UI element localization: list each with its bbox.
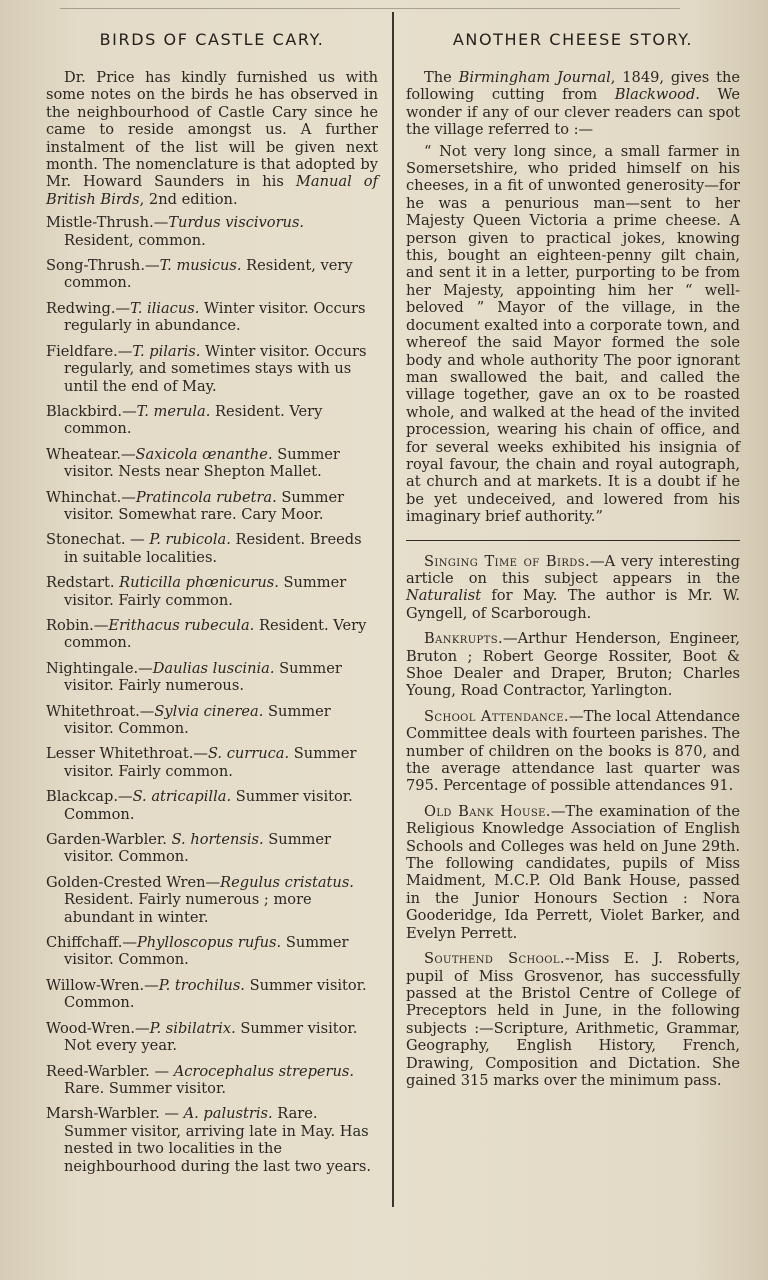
- bird-entry: Whitethroat.—Sylvia cinerea. Summer visitor. Common.: [46, 702, 331, 737]
- news-note: Southend School.--Miss E. J. Roberts, pupil of Miss Grosvenor, has successfully passed at the Bristol Centre of College of Preceptors held in June, in the following subjects :—Scripture, Arithmetic, Grammar, Geography, English History, French, Drawing, Composition and Dictation. She gained 315 marks over the minimum pass.: [406, 950, 740, 1089]
- bird-entry: Wood-Wren.—P. sibilatrix. Summer visitor. Not every year.: [46, 1019, 358, 1055]
- news-note: Old Bank House.—The examination of the Religious Knowledge Association of English Schools and Colleges was held on June 29th. The following candidates, pupils of Miss Maidment, M.C.P. Old Bank House, passed in the Junior Honours Section : Nora Gooderidge, Ida Perrett, Violet Barker, and Evelyn Perrett.: [406, 802, 740, 942]
- right-column: [406, 30, 740, 1097]
- bird-entry: Blackbird.—T. merula. Resident. Very common.: [46, 402, 323, 438]
- bird-list: [46, 214, 378, 1175]
- bird-entry: Marsh-Warbler. — A. palustris. Rare. Summer visitor, arriving late in May. Has nested in two localities in the neighbourhood during the last two years.: [46, 1105, 372, 1175]
- bird-entry: Redstart. Ruticilla phœnicurus. Summer visitor. Fairly common.: [46, 574, 347, 609]
- bird-entry: Golden-Crested Wren—Regulus cristatus. Resident. Fairly numerous ; more abundant in winter.: [46, 873, 354, 926]
- birds-intro: Dr. Price has kindly furnished us with some notes on the birds he has observed in the neighbourhood of Castle Cary since he came to reside amongst us. A further instalment of the list will be given next month. The nomenclature is that adopted by Mr. Howard Saunders in his Manual of British Birds, 2nd edition.: [46, 69, 378, 208]
- cheese-story: “ Not very long since, a small farmer in Somersetshire, who prided himself on his cheeses, in a fit of unwonted generosity—for he was a penurious man—sent to her Majesty Queen Victoria a prime cheese. A person given to practical jokes, knowing this, bought an eighteen-penny gilt chain, and sent it in a letter, purporting to be from her Majesty, appointing him her “ well-beloved ” Mayor of the village, in the document exalted into a corporate town, and whereof the said Mayor formed the sole body and whole authority The poor ignorant man swallowed the bait, and called the village together, gave an ox to be roasted whole, and walked at the head of the invited procession, wearing his chain of office, and for several weeks exhibited his insignia of royal favour, the chain and royal autograph, at church and at markets. It is a doubt if he be yet undeceived, and lowered from his imaginary brief authority.”: [406, 142, 740, 526]
- news-note: Singing Time of Birds.—A very interesting article on this subject appears in the Naturalist for May. The author is Mr. W. Gyngell, of Scarborough.: [406, 552, 740, 622]
- bird-entry: Whinchat.—Pratincola rubetra. Summer visitor. Somewhat rare. Cary Moor.: [46, 488, 345, 523]
- bird-entry: Stonechat. — P. rubicola. Resident. Breeds in suitable localities.: [46, 531, 362, 566]
- bird-entry: Robin.—Erithacus rubecula. Resident. Very common.: [46, 616, 367, 652]
- bird-entry: Lesser Whitethroat.—S. curruca. Summer visitor. Fairly common.: [46, 745, 357, 780]
- news-note: School Attendance.—The local Attendance Committee deals with fourteen parishes. The number of children on the books is 870, and the average attendance last quarter was 795. Percentage of possible attendances 91.: [406, 707, 740, 795]
- bird-entry: Garden-Warbler. S. hortensis. Summer visitor. Common.: [46, 831, 331, 866]
- cheese-intro: The Birmingham Journal, 1849, gives the following cutting from Blackwood. We wonder if any of our clever readers can spot the village referred to :—: [406, 69, 740, 139]
- bird-entry: Blackcap.—S. atricapilla. Summer visitor. Common.: [46, 788, 353, 823]
- bird-entry: Fieldfare.—T. pilaris. Winter visitor. Occurs regularly, and sometimes stays with us until the end of May.: [46, 342, 367, 395]
- bird-entry: Chiffchaff.—Phylloscopus rufus. Summer visitor. Common.: [46, 934, 349, 969]
- section-rule: [406, 540, 740, 541]
- news-note: Bankrupts.—Arthur Henderson, Engineer, Bruton ; Robert George Rossiter, Boot & Shoe Dealer and Draper, Bruton; Charles Young, Road Contractor, Yarlington.: [406, 630, 740, 700]
- top-rule: [60, 0, 680, 9]
- news-notes: [406, 553, 740, 1090]
- bird-entry: Willow-Wren.—P. trochilus. Summer visitor. Common.: [46, 976, 367, 1012]
- bird-entry: Song-Thrush.—T. musicus. Resident, very common.: [46, 257, 353, 292]
- bird-entry: Nightingale.—Daulias luscinia. Summer visitor. Fairly numerous.: [46, 659, 342, 695]
- column-divider: [392, 12, 394, 1207]
- bird-entry: Wheatear.—Saxicola œnanthe. Summer visitor. Nests near Shepton Mallet.: [46, 445, 340, 481]
- cheese-heading: ANOTHER CHEESE STORY.: [452, 30, 694, 49]
- birds-heading: BIRDS OF CASTLE CARY.: [99, 30, 325, 49]
- bird-entry: Mistle-Thrush.—Turdus viscivorus. Resident, common.: [46, 214, 305, 249]
- bird-entry: Redwing.—T. iliacus. Winter visitor. Occurs regularly in abundance.: [46, 299, 366, 335]
- bird-entry: Reed-Warbler. — Acrocephalus streperus. Rare. Summer visitor.: [46, 1062, 355, 1097]
- left-column: [46, 30, 378, 1183]
